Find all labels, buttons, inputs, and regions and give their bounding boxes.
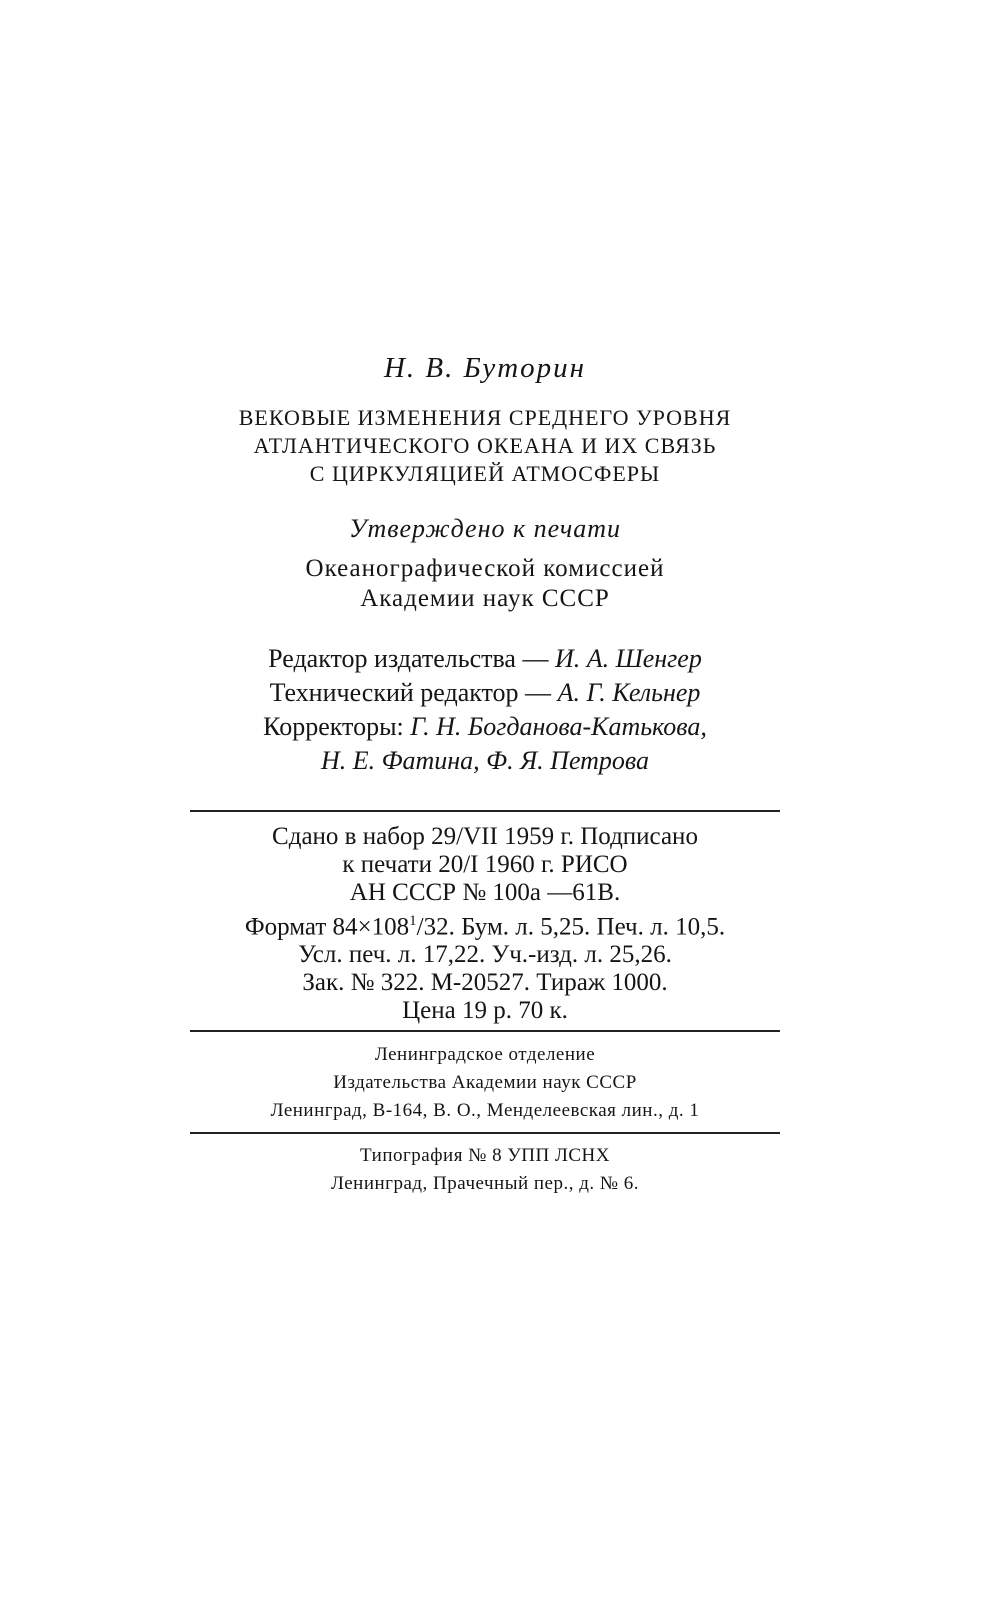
tech-editor-label: Технический редактор —	[269, 678, 552, 707]
print-info-line-4	[190, 907, 780, 941]
format-superscript: 1	[409, 913, 417, 929]
correctors-names-1: Г. Н. Богданова-Катькова,	[410, 712, 707, 741]
approved-by	[190, 554, 780, 614]
typography-line-2: Ленинград, Прачечный пер., д. № 6.	[330, 1173, 640, 1194]
format-suffix: /32. Бум. л. 5,25. Печ. л. 10,5.	[416, 913, 726, 941]
correctors-names-2: Н. Е. Фатина, Ф. Я. Петрова	[320, 746, 650, 775]
divider-rule-3	[190, 1132, 780, 1134]
print-info-line-7: Цена 19 р. 70 к.	[402, 997, 568, 1025]
print-info	[190, 823, 780, 1025]
divider-rule-1	[190, 810, 780, 812]
approved-by-line-2: Академии наук СССР	[360, 585, 610, 612]
approved-by-line-1: Океанографической комиссией	[305, 555, 665, 582]
publisher-line-2: Издательства Академии наук СССР	[333, 1072, 637, 1093]
approved-label-text: Утверждено к печати	[348, 514, 622, 543]
typography-line-1: Типография № 8 УПП ЛСНХ	[360, 1145, 610, 1166]
editor-line	[190, 642, 780, 676]
print-info-line-3: АН СССР № 100а —61В.	[349, 879, 621, 906]
print-info-line-5: Усл. печ. л. 17,22. Уч.-изд. л. 25,26.	[298, 941, 672, 969]
approved-label	[190, 514, 780, 544]
print-info-line-6: Зак. № 322. М-20527. Тираж 1000.	[302, 969, 668, 997]
book-title	[190, 404, 780, 488]
title-line-3: С ЦИРКУЛЯЦИЕЙ АТМОСФЕРЫ	[309, 461, 661, 486]
publisher-info	[190, 1041, 780, 1125]
editor-name: И. А. Шенгер	[554, 644, 702, 673]
publisher-line-3: Ленинград, В-164, В. О., Менделеевская лин., д. 1	[270, 1100, 700, 1121]
author-line: Н. В. Буторин	[383, 352, 587, 384]
correctors-line	[190, 710, 780, 744]
tech-editor-line	[190, 676, 780, 710]
editor-label: Редактор издательства —	[268, 644, 549, 673]
divider-rule-2	[190, 1030, 780, 1032]
publisher-line-1: Ленинградское отделение	[374, 1044, 596, 1065]
title-line-2: АТЛАНТИЧЕСКОГО ОКЕАНА И ИХ СВЯЗЬ	[253, 433, 717, 458]
tech-editor-name: А. Г. Кельнер	[557, 678, 701, 707]
editorial-staff	[190, 642, 780, 778]
print-info-line-1: Сдано в набор 29/VII 1959 г. Подписано	[272, 823, 698, 850]
print-info-line-2: к печати 20/I 1960 г. РИСО	[342, 851, 628, 878]
typography-info	[190, 1142, 780, 1198]
format-prefix: Формат 84×108	[244, 913, 410, 941]
title-line-1: ВЕКОВЫЕ ИЗМЕНЕНИЯ СРЕДНЕГО УРОВНЯ	[238, 405, 732, 430]
correctors-label: Корректоры:	[263, 712, 404, 741]
author-name	[190, 352, 780, 385]
